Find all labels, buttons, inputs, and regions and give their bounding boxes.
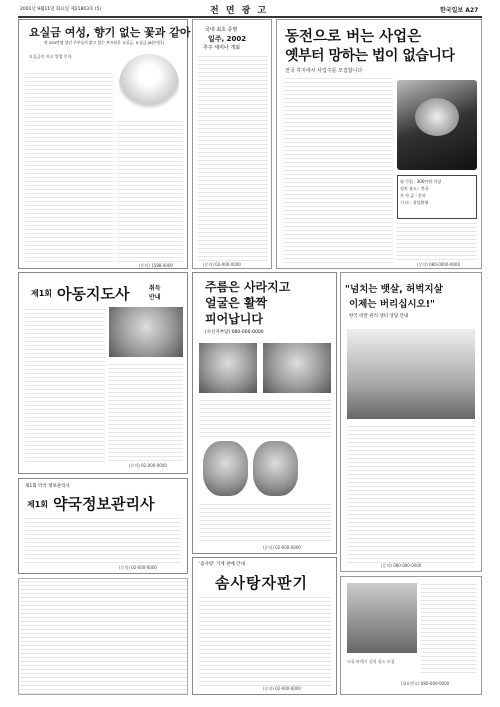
wrinkle-phone: (수신자부담) 080-000-0000 <box>205 330 264 335</box>
header-title: 전 면 광 고 <box>210 6 269 16</box>
child-guide-contact: (문의) 02-000-0000 <box>129 463 167 468</box>
spec-line: 월 수입 : 300만원 이상 <box>400 179 442 184</box>
cotton-candy-body <box>199 596 331 686</box>
clinic-heading-3: 추주 세미나 개최 <box>203 45 240 51</box>
pharma-contact: (문의) 02-000-0000 <box>119 565 157 570</box>
cotton-candy-title: 솜사탕자판기 <box>215 574 308 592</box>
wrinkle-contact: (문의) 02-000-0000 <box>263 545 301 550</box>
wrinkle-headline-3: 피어납니다 <box>205 312 263 326</box>
small-vending-photo <box>347 583 417 653</box>
face-after-photo <box>253 441 298 496</box>
belly-headline-2: 이제는 버리십시오!" <box>349 299 436 310</box>
vending-machine-window <box>415 98 459 136</box>
pharma-round: 제1회 <box>27 500 49 509</box>
spec-line: 설치 장소 : 전국 <box>400 186 429 191</box>
wrinkle-body <box>199 397 331 437</box>
ad-small-vending <box>340 576 482 695</box>
yoshigeum-body-col2 <box>117 120 183 262</box>
child-guide-round: 제1회 <box>31 289 53 298</box>
ad-coin-business <box>276 19 482 269</box>
header-rule <box>18 16 482 18</box>
clinic-heading-1: 국내 최초 증명 <box>205 27 238 33</box>
pharma-body <box>25 515 181 563</box>
header-right-meta: 한국일보 A27 <box>440 7 479 14</box>
pharma-title: 약국정보관리사 <box>53 495 155 513</box>
yoshigeum-woman-illustration <box>119 54 179 114</box>
business-contact: (문의) 080-0000-0000 <box>417 262 461 267</box>
business-tagline: 전국 각지에서 사업주를 모집합니다 <box>285 68 363 74</box>
yoshigeum-caption: 요실금과 치료 방법 안내 <box>29 54 72 59</box>
child-guide-badge-bottom: 안내 <box>149 294 161 301</box>
child-guide-body-2 <box>109 361 183 461</box>
yoshigeum-body-col1 <box>25 72 113 262</box>
belly-subtext: 한국 비만 관리 센터 상담 안내 <box>349 314 409 319</box>
wrinkle-face-photo <box>263 343 331 393</box>
face-before-photo <box>203 441 248 496</box>
spec-line: 투 자 금 : 문의 <box>400 193 426 198</box>
spec-line: 기 타 : 상담환영 <box>400 200 429 205</box>
clinic-contact: (문의) 02-000-0000 <box>203 262 241 267</box>
yoshigeum-contact: (문의) 1588-0000 <box>139 263 173 268</box>
small-vending-body <box>421 583 477 673</box>
ad-child-guide <box>18 272 188 474</box>
wrinkle-body-2 <box>199 501 331 541</box>
ad-belly <box>340 272 482 572</box>
business-body-right <box>397 222 477 260</box>
vending-machine-photo <box>397 80 477 170</box>
cotton-candy-top-label: '솜사탕' 기계 판매 안내 <box>199 562 245 567</box>
cotton-candy-contact: (문의) 02-000-0000 <box>263 686 301 691</box>
business-specs-box <box>397 175 477 219</box>
pharma-top-label: 제1회 약국 정보관리사 <box>25 484 70 489</box>
ad-yoshigeum <box>18 19 191 269</box>
wrinkle-device-photo <box>199 343 257 393</box>
clinic-body <box>198 56 268 261</box>
header-left-meta: 2001년 9월11일 화요일 제21803호 (5) <box>20 7 102 12</box>
yoshigeum-subheadline: 약 250만명 성인 주부들이 앓고 있는 부끄러운 요실금, 요실금 (6분이다) <box>43 40 165 45</box>
child-guide-title: 아동지도사 <box>57 285 130 303</box>
ad-wrinkle <box>192 272 337 554</box>
business-body <box>283 78 393 263</box>
small-vending-contact: (대표번호) 080-000-0000 <box>401 681 450 686</box>
belly-person-photo <box>347 329 475 419</box>
child-guide-body <box>25 307 105 462</box>
ad-cotton-candy <box>192 557 337 695</box>
belly-body <box>347 423 475 563</box>
small-vending-caption: 소형 판매기 설치 장소 모집 <box>347 659 395 664</box>
clinic-heading-2: 일주, 2002 <box>208 35 247 43</box>
ad-pharma <box>18 478 188 574</box>
belly-contact: (문의) 080-000-0000 <box>381 563 422 568</box>
wrinkle-headline-2: 얼굴은 활짝 <box>205 296 268 310</box>
ad-bottom-left-filler <box>18 578 188 695</box>
business-headline-1: 동전으로 버는 사업은 <box>285 29 422 45</box>
yoshigeum-headline: 요실금 여성, 향기 없는 꽃과 같아 <box>29 26 191 39</box>
wrinkle-headline-1: 주름은 사라지고 <box>205 280 291 294</box>
ad-clinic <box>192 19 272 269</box>
child-guide-badge-top: 취득 <box>149 285 161 292</box>
business-headline-2: 옛부터 망하는 법이 없습니다 <box>285 48 455 64</box>
belly-headline-1: "넘치는 뱃살, 허벅지살 <box>345 284 443 295</box>
child-guide-photo <box>109 307 183 357</box>
